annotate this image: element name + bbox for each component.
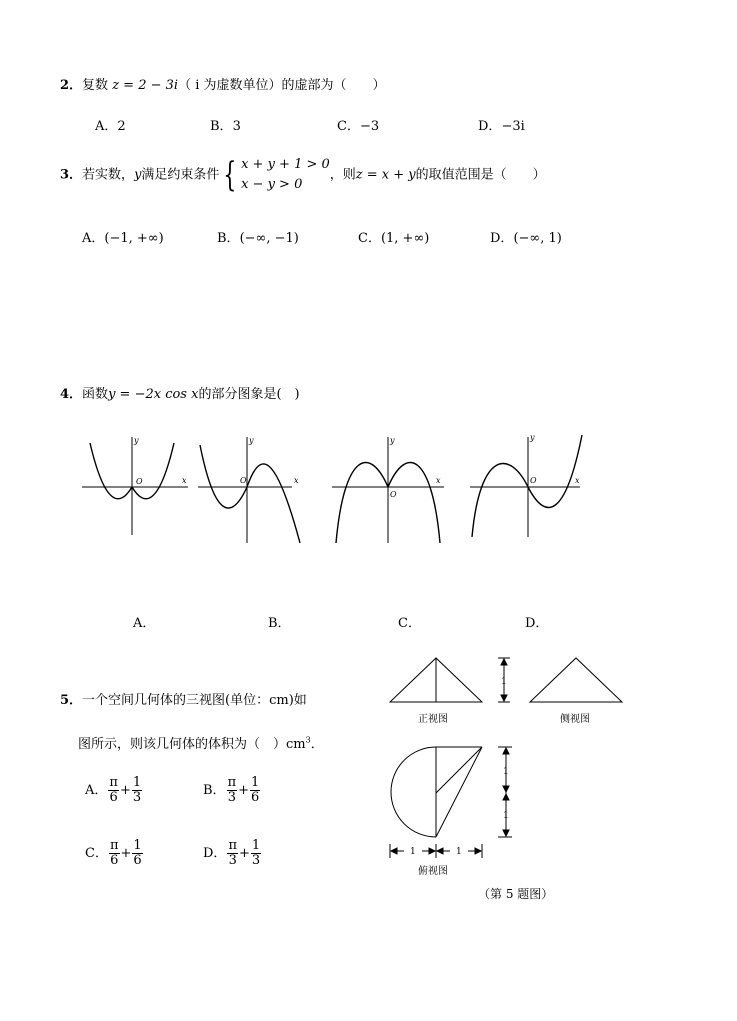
dimension-width [390,844,482,858]
axis-label-y: y [530,433,535,442]
axis-label-y: y [134,436,139,445]
q4-option-d[interactable]: D． [525,616,549,631]
front-view-label: 正视图 [418,714,448,725]
q3-option-b[interactable]: B．(−∞, −1) [217,231,299,246]
question-5-line2: 图所示，则该几何体的体积为（ ）$cm^3$． [78,735,324,752]
q2-option-b[interactable]: B．3 [210,119,241,134]
axis-label-x: x [575,476,580,485]
top-view [391,747,482,837]
q5-option-c[interactable]: C． $\frac{\pi}{6}$ + $\frac{1}{6}$ [85,838,142,868]
question-4-stem: 4．函数y = −2x cos x的部分图象是( ) [60,387,300,402]
dim-label: 1 [501,677,507,687]
math-expression: z = 2 − 3i [112,78,179,93]
graph-a[interactable] [82,437,188,535]
question-number: 3． [60,167,83,183]
three-view-figure [380,650,640,910]
q5-option-a[interactable]: A． $\frac{\pi}{6}$ + $\frac{1}{3}$ [85,775,142,805]
graph-c[interactable] [332,437,444,543]
q4-option-a[interactable]: A． [133,616,156,631]
question-2-stem: 2．复数 z = 2 − 3i（ i 为虚数单位）的虚部为（ ） [60,78,386,93]
math-expression: z = x + y [355,167,416,183]
constraint-system: x + y + 1 > 0 x − y > 0 [241,157,330,192]
axis-label-x: x [294,476,299,485]
question-number: 4． [60,387,83,402]
q4-option-b[interactable]: B． [268,616,291,631]
axis-label-y: y [390,436,395,445]
graph-d[interactable] [470,435,582,537]
graph-b[interactable] [198,437,300,543]
question-5-line1: 5．一个空间几何体的三视图(单位：cm)如 [60,693,307,708]
origin-label: O [240,476,247,485]
origin-label: O [390,490,397,499]
left-brace: { [223,155,237,195]
side-view-label: 侧视图 [560,714,590,725]
question-3-stem: 3．若实数，y满足约束条件 { x + y + 1 > 0 x − y > 0 ，则z = x + y的取值范围是（ ） [60,155,546,195]
top-view-label: 俯视图 [418,866,448,877]
dim-label: 1 [456,847,462,857]
dim-label: 1 [503,811,509,821]
figure-caption: （第 5 题图） [478,887,554,901]
dim-label: 1 [410,847,416,857]
q4-graphs [60,425,600,550]
axis-label-x: x [436,476,441,485]
q5-option-d[interactable]: D． $\frac{\pi}{3}$ + $\frac{1}{3}$ [203,838,261,868]
front-view [390,658,482,702]
q2-option-a[interactable]: A．2 [95,119,126,134]
q3-option-c[interactable]: C．(1, +∞) [358,231,430,246]
q2-option-c[interactable]: C．−3 [337,119,380,134]
origin-label: O [530,476,537,485]
side-view [530,658,622,702]
q2-option-d[interactable]: D．−3i [478,119,525,134]
q5-option-b[interactable]: B． $\frac{\pi}{3}$ + $\frac{1}{6}$ [203,775,260,805]
axis-label-x: x [182,476,187,485]
q3-option-d[interactable]: D．(−∞, 1) [490,231,562,246]
q4-option-c[interactable]: C． [398,616,421,631]
dim-label: 1 [503,767,509,777]
q3-option-a[interactable]: A．(−1, +∞) [82,231,164,246]
question-number: 5． [60,693,83,708]
question-number: 2． [60,78,83,93]
axis-label-y: y [249,436,254,445]
dimension-depth [498,747,512,837]
math-expression: y = −2x cos x [108,387,199,402]
origin-label: O [136,477,143,486]
